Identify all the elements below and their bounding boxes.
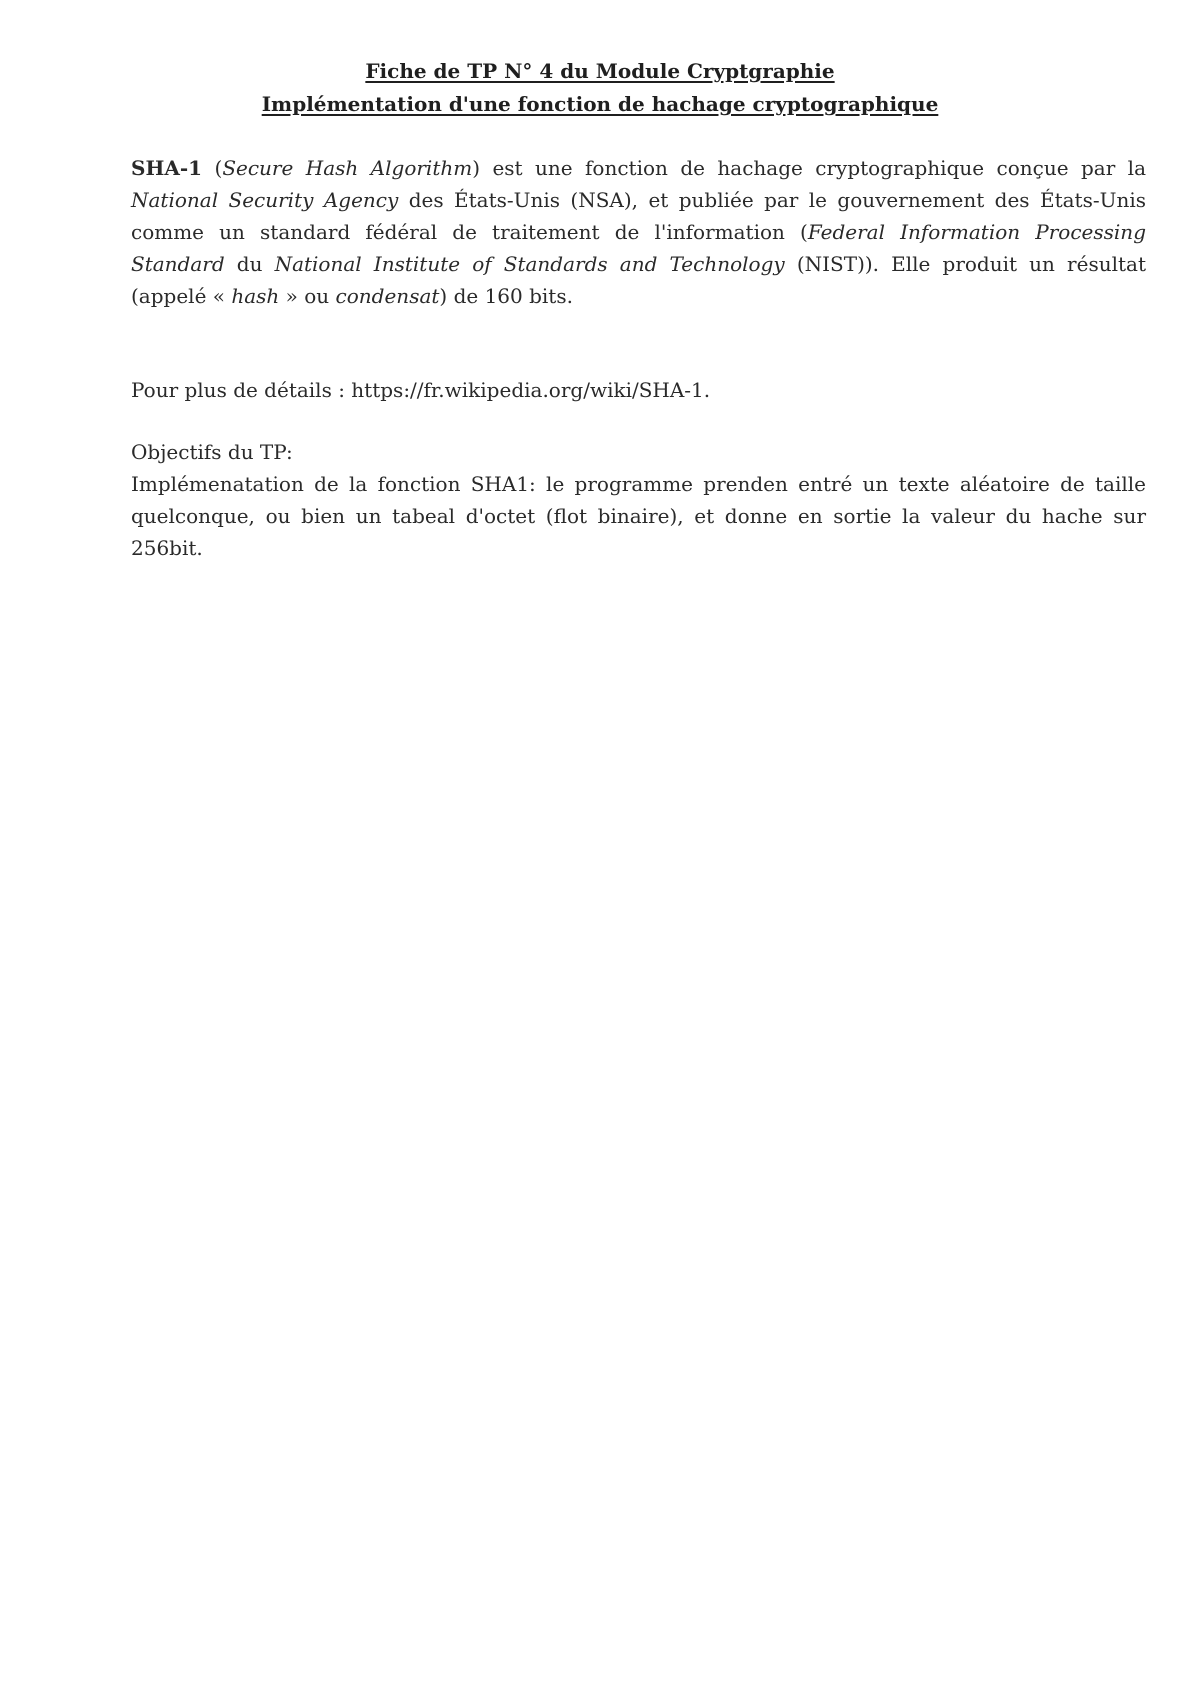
intro-text-6: » ou: [279, 284, 336, 308]
nsa-term: National Security Agency: [131, 188, 399, 212]
intro-text-5: (NIST)). Elle produit un résultat (appelé «: [131, 252, 1146, 308]
objectives-heading: Objectifs du TP:: [131, 440, 293, 464]
hash-term: hash: [231, 284, 280, 308]
intro-text-2: ) est une fonction de hachage cryptographique conçue par la: [472, 156, 1147, 180]
intro-text-1: (: [202, 156, 223, 180]
document-title: Fiche de TP N° 4 du Module Cryptgraphie: [365, 59, 835, 83]
fips-term: Federal Information Processing Standard: [131, 220, 1146, 276]
sha1-term: SHA-1: [131, 156, 203, 180]
intro-paragraph: [131, 152, 1146, 312]
details-line: Pour plus de détails : https://fr.wikipedia.org/wiki/SHA-1.: [131, 378, 711, 402]
condensat-term: condensat: [335, 284, 440, 308]
objectives-paragraph: Implémenatation de la fonction SHA1: le programme prenden entré un texte aléatoire de taille quelconque, ou bien un tabeal d'octet (flot binaire), et donne en sortie la valeur du hache sur 256bit.: [131, 472, 1146, 560]
intro-text-7: ) de 160 bits.: [439, 284, 573, 308]
intro-text-4: du: [224, 252, 275, 276]
nist-term: National Institute of Standards and Technology: [274, 252, 785, 276]
document-subtitle: Implémentation d'une fonction de hachage cryptographique: [261, 92, 939, 116]
intro-text-3: des États-Unis (NSA), et publiée par le gouvernement des États-Unis comme un standard fédéral de traitement de l'information (: [131, 188, 1146, 244]
secure-hash-algorithm-term: Secure Hash Algorithm: [222, 156, 473, 180]
